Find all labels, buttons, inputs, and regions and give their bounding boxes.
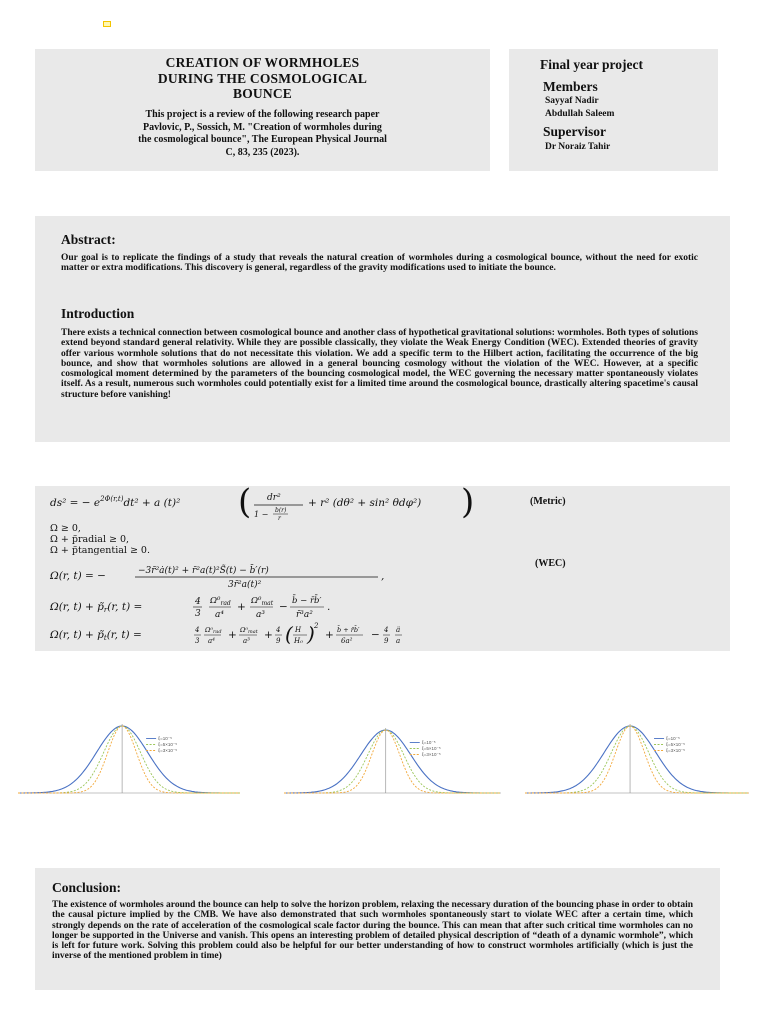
svg-text:9: 9 (276, 637, 281, 645)
svg-text:+: + (325, 629, 334, 641)
condition-line: Ω + p̃tangential ≥ 0. (50, 545, 151, 556)
series-curve (284, 730, 500, 793)
svg-text:4: 4 (384, 626, 389, 634)
svg-text:a: a (396, 637, 401, 645)
svg-text:Ω(r, t) = −: Ω(r, t) = − (50, 570, 106, 582)
member-name: Abdullah Saleem (545, 109, 615, 119)
members-heading: Members (543, 79, 598, 94)
svg-text:r̄³a²: r̄³a² (296, 610, 313, 620)
svg-text:3: 3 (195, 637, 200, 645)
svg-text:): ) (461, 486, 475, 522)
svg-text:1 −: 1 − (254, 510, 269, 519)
svg-text:+: + (264, 629, 273, 641)
svg-text:b̄ + r̄b̄′: b̄ + r̄b̄′ (337, 626, 360, 634)
svg-text:a⁴: a⁴ (215, 610, 224, 620)
svg-text:4: 4 (276, 626, 281, 634)
plot-svg (521, 718, 753, 798)
svg-text:4: 4 (195, 597, 201, 607)
svg-text:Ω⁰rad: Ω⁰rad (205, 626, 222, 635)
wec-plot (280, 722, 505, 798)
svg-text:+: + (237, 601, 246, 613)
supervisor-heading: Supervisor (543, 124, 607, 139)
svg-text:Ω⁰mat: Ω⁰mat (240, 626, 258, 635)
legend-label: ξ=10⁻⁵ (158, 736, 172, 741)
poster-title-line: DURING THE COSMOLOGICAL (157, 70, 368, 86)
series-curve (18, 726, 240, 793)
svg-text:9: 9 (384, 637, 389, 645)
svg-text:.: . (327, 601, 331, 613)
wec-tag: (WEC) (535, 558, 566, 569)
project-info-panel (509, 49, 718, 171)
svg-text:Ω(r, t) + p̃r(r, t) =: Ω(r, t) + p̃r(r, t) = (50, 601, 143, 614)
legend-label: ξ=10⁻⁵ (666, 736, 680, 741)
svg-text:ds² = − e2Φ(r,t)dt² + a (t)²: ds² = − $e^{2\Phi(r,t)}dt^2 + a$ (t)² (50, 495, 181, 509)
svg-text:H: H (295, 626, 302, 634)
title-panel (35, 49, 490, 171)
svg-text:H₀: H₀ (294, 637, 303, 645)
svg-text:Ω⁰rad: $\Omega^0_{rad}$ (210, 596, 231, 607)
svg-text:2: 2 (314, 622, 319, 630)
metric-tag: (Metric) (530, 496, 566, 507)
omega-equation (49, 564, 384, 590)
series-curve (525, 726, 749, 793)
reference-line: This project is a review of the following research paper (145, 109, 380, 120)
svg-text:Ω⁰mat: $\Omega^0_{mat}$ (251, 596, 274, 607)
member-name: Sayyaf Nadir (545, 96, 599, 106)
svg-text:(: ( (238, 486, 252, 522)
tangential-pressure-equation (49, 622, 402, 646)
conclusion-heading: Conclusion: (52, 880, 122, 895)
svg-text:a³: a³ (256, 610, 265, 620)
legend-label: ξ=3×10⁻⁵ (158, 748, 178, 753)
wec-conditions (50, 523, 150, 556)
series-curve (18, 726, 240, 793)
svg-text:−3r̄²ȧ(t)² + r̄²a(t)²S̃(t) − b: −3r̄²ȧ(t)² + r̄²a(t)²S̃(t) − b̄′(r) (138, 566, 269, 576)
legend-label: ξ=5×10⁻⁵ (158, 742, 178, 747)
series-curve (284, 730, 500, 793)
svg-text:+ r² (dθ² + sin² θdφ²): + r² (dθ² + sin² θdφ²) (308, 497, 422, 509)
svg-text:a³: a³ (243, 637, 250, 645)
wec-plot (14, 718, 244, 798)
poster-title-line: CREATION OF WORMHOLES (165, 55, 360, 70)
poster-title-line: BOUNCE (233, 86, 292, 101)
svg-text:3r̄²a(t)²: 3r̄²a(t)² (228, 580, 262, 590)
svg-text:(: ( (285, 622, 293, 646)
svg-text:b(r): b(r) (275, 507, 287, 514)
series-curve (18, 726, 240, 793)
project-heading: Final year project (540, 57, 643, 72)
series-curve (525, 726, 749, 793)
reference-line: the cosmological bounce", The European Physical Journal (138, 134, 387, 145)
radial-pressure-equation (49, 594, 330, 620)
reference-line: C, 83, 235 (2023). (225, 146, 300, 158)
series-curve (284, 730, 500, 793)
condition-line: Ω + p̃radial ≥ 0, (50, 534, 130, 545)
conclusion-panel (35, 868, 720, 990)
plot-svg (14, 718, 244, 798)
supervisor-name: Dr Noraiz Tahir (545, 142, 611, 152)
svg-text:ä: ä (396, 626, 401, 634)
svg-text:a⁴: a⁴ (208, 637, 215, 645)
svg-text:,: , (381, 570, 385, 582)
equations-panel (35, 486, 730, 651)
abstract-heading: Abstract: (61, 232, 116, 247)
abstract-text: Our goal is to replicate the findings of a study that reveals the natural creation of wormholes during a cosmological bounce, without the need for exotic matter or extra modifications. This discovery is general, regardless of the gravity modifications used to initiate the bounce. (61, 253, 698, 274)
svg-text:dr²: dr² (267, 493, 281, 503)
svg-text:6a²: 6a² (341, 637, 353, 645)
plot-svg (280, 722, 505, 798)
legend-label: ξ=3×10⁻⁵ (666, 748, 686, 753)
series-curve (525, 726, 749, 793)
poster-title (55, 55, 470, 102)
svg-text:): ) (307, 622, 315, 646)
marker-top (103, 21, 111, 27)
legend-label: ξ=5×10⁻⁵ (666, 742, 686, 747)
introduction-heading: Introduction (61, 306, 135, 321)
svg-text:−: − (279, 601, 288, 613)
svg-text:+: + (228, 629, 237, 641)
svg-text:b̄ − r̄b̄′: b̄ − r̄b̄′ (292, 596, 322, 606)
svg-text:Ω(r, t) + p̃t(r, t) =: Ω(r, t) + p̃t(r, t) = (50, 629, 142, 642)
wec-plot (521, 718, 753, 798)
legend-label: ξ=5×10⁻⁵ (421, 746, 441, 751)
conclusion-text: The existence of wormholes around the bounce can help to solve the horizon problem, relaxing the necessary duration of the bouncing phase in order to obtain the causal picture implied by the CMB. We have also demonstrated that such wormholes spontaneously start to violate WEC after a certain time, which strongly depends on the rate of acceleration of the cosmological scale factor during the bounce. This can mean that after such critical time wormholes can no longer be supported in the Universe and vanish. This opens an interesting problem of detailed physical description of “death of a dynamic wormhole”, which is left for future work. Solving this problem could also be helpful for our better understanding of how to construct wormholes artificially (which is just the inverse of the mentioned problem in time) (52, 900, 693, 962)
legend-label: ξ=10⁻⁵ (421, 740, 436, 745)
svg-text:−: − (371, 629, 380, 641)
svg-text:r: r (278, 515, 281, 522)
abstract-panel (35, 216, 730, 442)
legend-label: ξ=3×10⁻⁵ (421, 752, 441, 757)
svg-text:3: 3 (195, 609, 201, 619)
equations-svg (35, 486, 730, 651)
metric-equation (50, 486, 474, 522)
reference-line: Pavlovic, P., Sossich, M. "Creation of wormholes during (143, 121, 382, 133)
svg-text:4: 4 (195, 626, 200, 634)
introduction-text: There exists a technical connection between cosmological bounce and another class of hypothetical gravitational solutions: wormholes. Both types of solutions extend beyond standard general relativity. While they are possible classically, they violate the Weak Energy Condition (WEC). Extended theories of gravity offer various wormhole solutions that do not necessitate this violation. We add a specific term to the Hilbert action, facilitating the occurrence of the big bounce, and show that wormholes solutions are allowed in a general bouncing cosmology without the violation of the WEC. However, at a specific cosmological moment determined by the parameters of the bouncing cosmological model, the WEC governing the necessary matter spontaneously violates itself. As a result, numerous such wormholes could potentially exist for a limited time around the cosmological bounce, drastically altering spacetime's causal structure before vanishing! (61, 328, 698, 400)
reference-text (55, 109, 470, 159)
condition-line: Ω ≥ 0, (50, 523, 81, 534)
